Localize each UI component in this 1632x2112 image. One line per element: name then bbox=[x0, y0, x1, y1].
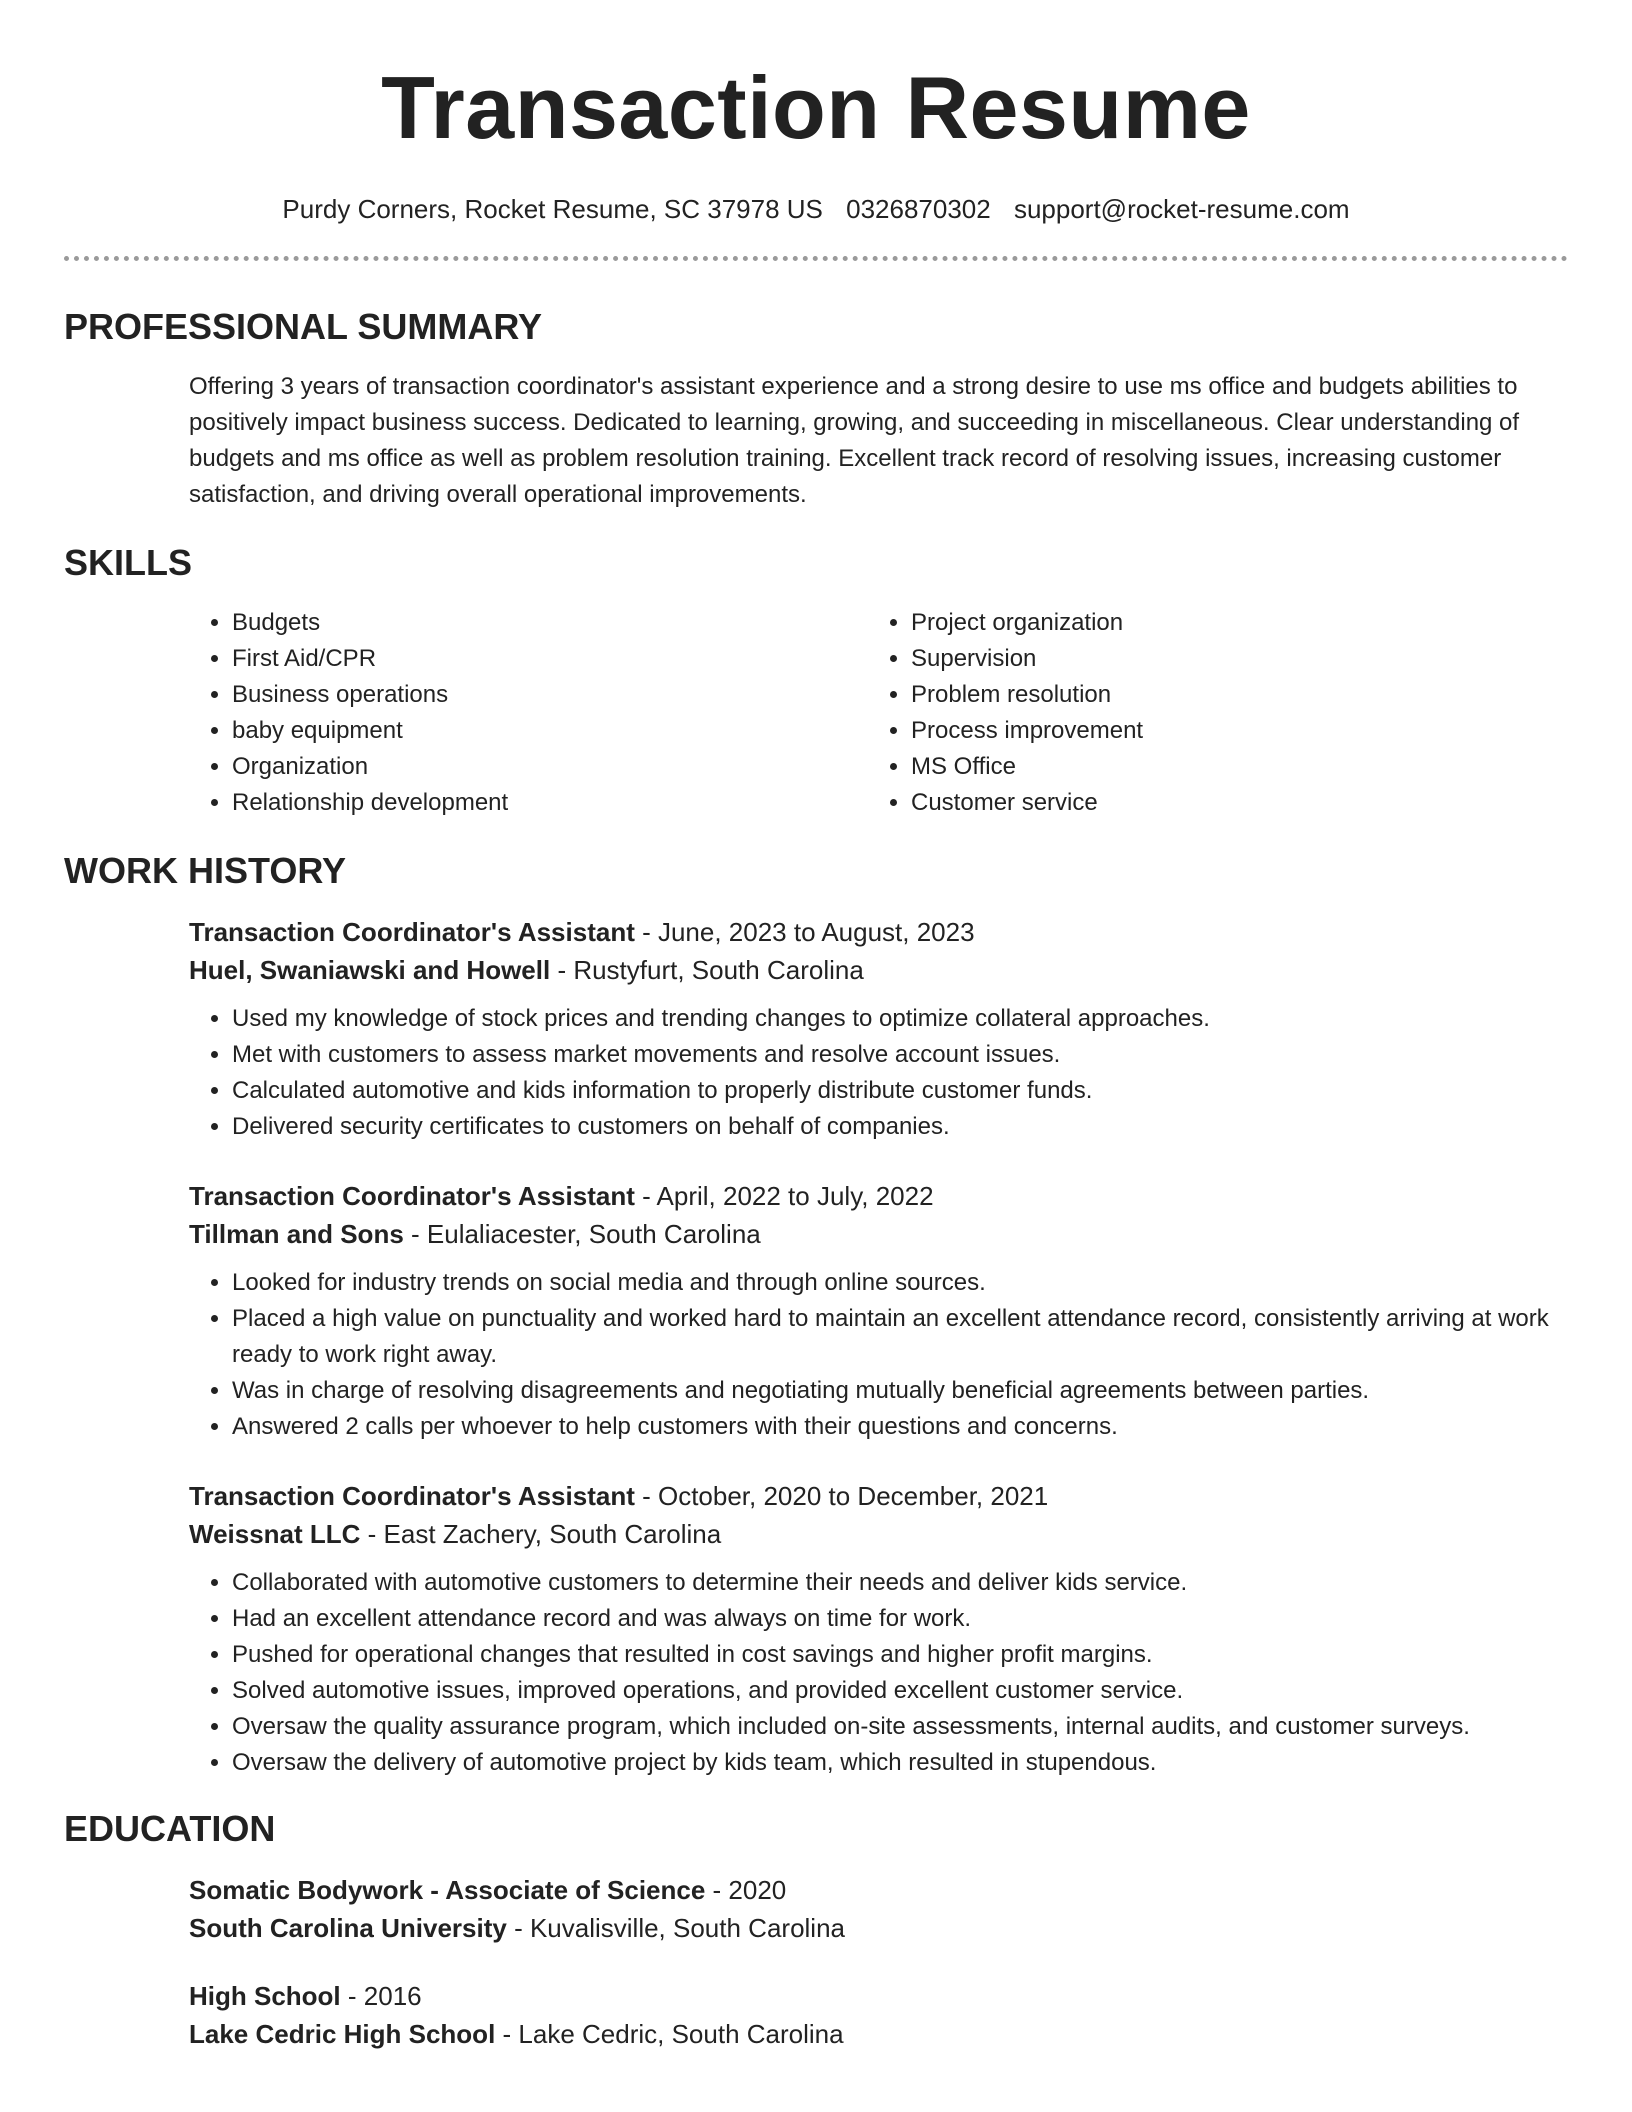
education-entry bbox=[189, 1977, 1568, 2053]
job-dates: - October, 2020 to December, 2021 bbox=[634, 1481, 1049, 1511]
job-role-line bbox=[189, 913, 1568, 951]
skill-item: • Budgets bbox=[232, 605, 868, 641]
education-school: Lake Cedric High School bbox=[189, 2019, 496, 2049]
skills-column-right bbox=[868, 605, 1547, 821]
skill-item: • Project organization bbox=[911, 605, 1547, 641]
education-degree-line bbox=[189, 1977, 1568, 2015]
skill-item: • Business operations bbox=[232, 677, 868, 713]
education-degree: Somatic Bodywork - Associate of Science bbox=[189, 1875, 706, 1905]
resume-header bbox=[64, 0, 1568, 226]
job-dates: - April, 2022 to July, 2022 bbox=[634, 1181, 934, 1211]
education-year: - 2020 bbox=[705, 1875, 787, 1905]
job-company-line bbox=[189, 1515, 1568, 1553]
job-bullet: • Looked for industry trends on social media and through online sources. bbox=[232, 1265, 1568, 1301]
job-role: Transaction Coordinator's Assistant bbox=[189, 1181, 635, 1211]
education-school-line bbox=[189, 1909, 1568, 1947]
resume-name: Transaction Resume bbox=[381, 58, 1251, 157]
education-title: EDUCATION bbox=[64, 1808, 276, 1849]
education-school-line bbox=[189, 2015, 1568, 2053]
job-bullets bbox=[189, 1265, 1568, 1445]
education-location: - Kuvalisville, South Carolina bbox=[506, 1913, 845, 1943]
job-role-line bbox=[189, 1477, 1568, 1515]
job-bullet: • Placed a high value on punctuality and worked hard to maintain an excellent attendance record, consistently arriving at work ready to work right away. bbox=[232, 1301, 1568, 1373]
job-location: - East Zachery, South Carolina bbox=[360, 1519, 722, 1549]
job-role-line bbox=[189, 1177, 1568, 1215]
job-bullet: • Oversaw the delivery of automotive project by kids team, which resulted in stupendous. bbox=[232, 1745, 1568, 1781]
job-location: - Eulaliacester, South Carolina bbox=[403, 1219, 761, 1249]
skill-item: • Supervision bbox=[911, 641, 1547, 677]
job-bullet: • Was in charge of resolving disagreements and negotiating mutually beneficial agreements between parties. bbox=[232, 1373, 1568, 1409]
contact-info bbox=[64, 192, 1568, 226]
job-company: Tillman and Sons bbox=[189, 1219, 404, 1249]
skill-item: • baby equipment bbox=[232, 713, 868, 749]
education-degree: High School bbox=[189, 1981, 341, 2011]
summary-title: PROFESSIONAL SUMMARY bbox=[64, 306, 543, 347]
education-entry bbox=[189, 1871, 1568, 1947]
job-bullet: • Answered 2 calls per whoever to help customers with their questions and concerns. bbox=[232, 1409, 1568, 1445]
job-role: Transaction Coordinator's Assistant bbox=[189, 1481, 635, 1511]
contact-address: Purdy Corners, Rocket Resume, SC 37978 US bbox=[282, 194, 823, 224]
skills-title: SKILLS bbox=[64, 542, 193, 583]
job-company: Weissnat LLC bbox=[189, 1519, 361, 1549]
education-school: South Carolina University bbox=[189, 1913, 507, 1943]
job-dates: - June, 2023 to August, 2023 bbox=[634, 917, 975, 947]
skill-item: • MS Office bbox=[911, 749, 1547, 785]
job-bullet: • Had an excellent attendance record and was always on time for work. bbox=[232, 1601, 1568, 1637]
skills-column-left bbox=[189, 605, 868, 821]
job-bullet: • Calculated automotive and kids information to properly distribute customer funds. bbox=[232, 1073, 1568, 1109]
skills-list bbox=[189, 605, 1568, 821]
job-company-line bbox=[189, 1215, 1568, 1253]
job-role: Transaction Coordinator's Assistant bbox=[189, 917, 635, 947]
education-location: - Lake Cedric, South Carolina bbox=[495, 2019, 844, 2049]
job-bullet: • Solved automotive issues, improved operations, and provided excellent customer service. bbox=[232, 1673, 1568, 1709]
skill-item: • Problem resolution bbox=[911, 677, 1547, 713]
education-degree-line bbox=[189, 1871, 1568, 1909]
job-bullet: • Pushed for operational changes that resulted in cost savings and higher profit margins. bbox=[232, 1637, 1568, 1673]
education-year: - 2016 bbox=[340, 1981, 422, 2011]
job-bullet: • Used my knowledge of stock prices and trending changes to optimize collateral approaches. bbox=[232, 1001, 1568, 1037]
skill-item: • Process improvement bbox=[911, 713, 1547, 749]
job-bullet: • Delivered security certificates to customers on behalf of companies. bbox=[232, 1109, 1568, 1145]
job-bullet: • Met with customers to assess market movements and resolve account issues. bbox=[232, 1037, 1568, 1073]
job-entry bbox=[189, 1177, 1568, 1445]
skill-item: • Customer service bbox=[911, 785, 1547, 821]
skill-item: • Relationship development bbox=[232, 785, 868, 821]
work-history-title: WORK HISTORY bbox=[64, 850, 347, 891]
summary-text: Offering 3 years of transaction coordinator's assistant experience and a strong desire to use ms office and budgets abilities to positively impact business success. Dedicated to learning, growing, and succeeding in miscellaneous. Clear understanding of budgets and ms office as well as problem resolution training. Excellent track record of resolving issues, increasing customer satisfaction, and driving overall operational improvements. bbox=[189, 373, 1520, 508]
contact-email: support@rocket-resume.com bbox=[1013, 194, 1350, 224]
job-bullet: • Collaborated with automotive customers to determine their needs and deliver kids service. bbox=[232, 1565, 1568, 1601]
job-bullets bbox=[189, 1565, 1568, 1781]
job-company-line bbox=[189, 951, 1568, 989]
skill-item: • Organization bbox=[232, 749, 868, 785]
contact-phone: 0326870302 bbox=[846, 194, 991, 224]
job-location: - Rustyfurt, South Carolina bbox=[550, 955, 864, 985]
job-entry bbox=[189, 913, 1568, 1145]
skill-item: • First Aid/CPR bbox=[232, 641, 868, 677]
job-bullet: • Oversaw the quality assurance program, which included on-site assessments, internal audits, and customer surveys. bbox=[232, 1709, 1568, 1745]
header-divider bbox=[64, 256, 1568, 261]
job-company: Huel, Swaniawski and Howell bbox=[189, 955, 551, 985]
job-entry bbox=[189, 1477, 1568, 1781]
job-bullets bbox=[189, 1001, 1568, 1145]
